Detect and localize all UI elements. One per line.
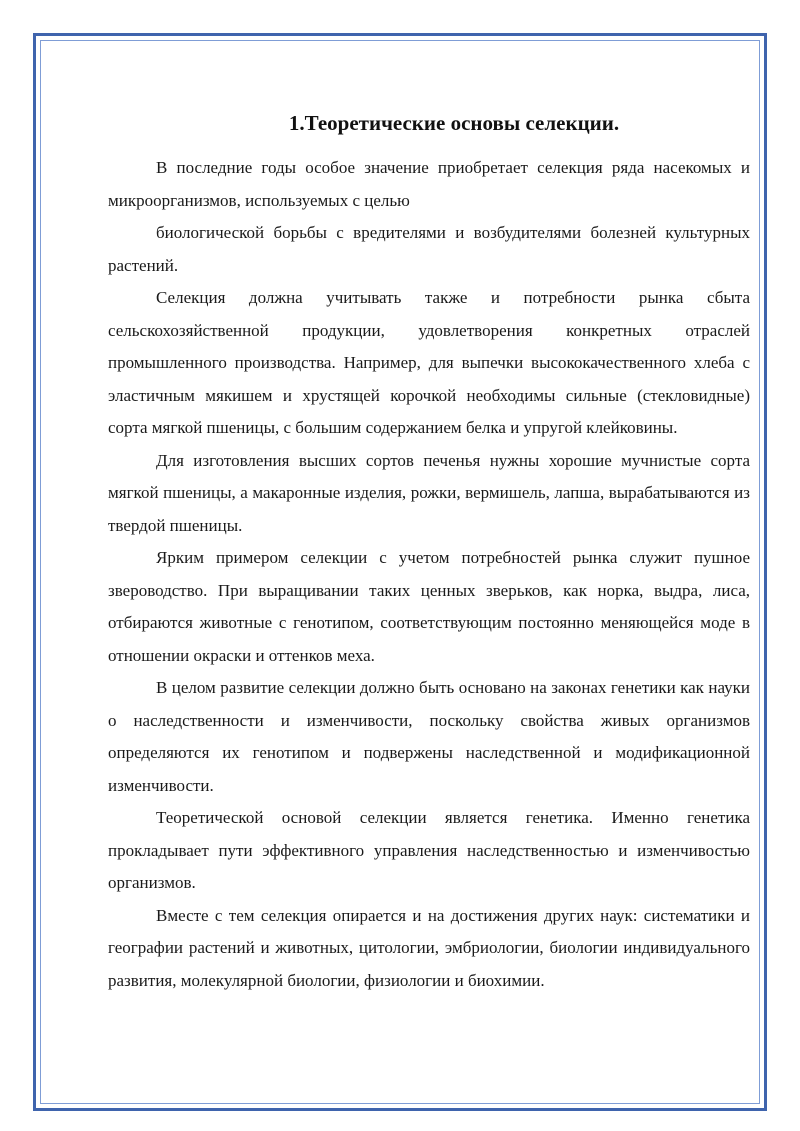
paragraph-1: В последние годы особое значение приобретает селекция ряда насекомых и микроорганизмов, используемых с целью: [108, 158, 750, 210]
paragraph-2: биологической борьбы с вредителями и возбудителями болезней культурных растений.: [108, 223, 750, 275]
paragraph-5: Ярким примером селекции с учетом потребностей рынка служит пушное звероводство. При выращивании таких ценных зверьков, как норка, выдра, лиса, отбираются животные с генотипом, соответствующим постоянно меняющейся моде в отношении окраски и оттенков меха.: [108, 548, 750, 665]
document-body: [108, 108, 750, 997]
paragraph-7: Теоретической основой селекции является генетика. Именно генетика прокладывает пути эффективного управления наследственностью и изменчивостью организмов.: [108, 808, 750, 892]
paragraph-6: В целом развитие селекции должно быть основано на законах генетики как науки о наследственности и изменчивости, поскольку свойства живых организмов определяются их генотипом и подвержены наследственной и модификационной изменчивости.: [108, 678, 750, 795]
section-title: 1.Теоретические основы селекции.: [288, 111, 620, 135]
paragraph-3: Селекция должна учитывать также и потребности рынка сбыта сельскохозяйственной продукции, удовлетворения конкретных отраслей промышленного производства. Например, для выпечки высококачественного хлеба с эластичным мякишем и хрустящей корочкой необходимы сильные (стекловидные) сорта мягкой пшеницы, с большим содержанием белка и упругой клейковины.: [108, 288, 750, 437]
paragraph-8: Вместе с тем селекция опирается и на достижения других наук: систематики и географии растений и животных, цитологии, эмбриологии, биологии индивидуального развития, молекулярной биологии, физиологии и биохимии.: [108, 905, 750, 990]
paragraph-4: Для изготовления высших сортов печенья нужны хорошие мучнистые сорта мягкой пшеницы, а макаронные изделия, рожки, вермишель, лапша, вырабатываются из твердой пшеницы.: [108, 450, 750, 535]
